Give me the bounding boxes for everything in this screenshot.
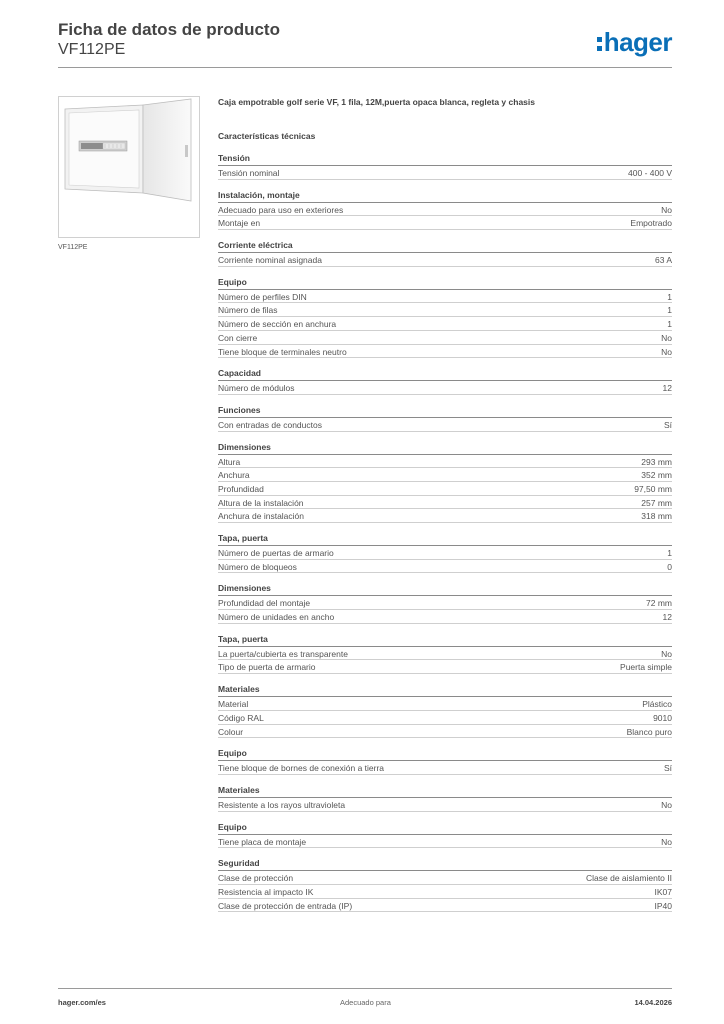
section-title: Equipo (218, 276, 672, 290)
spec-value: Plástico (642, 699, 672, 710)
spec-row (218, 761, 672, 775)
spec-section (218, 276, 672, 358)
spec-row (218, 303, 672, 317)
spec-row (218, 835, 672, 849)
spec-value: 63 A (654, 255, 672, 266)
spec-label: Tipo de puerta de armario (218, 662, 316, 673)
spec-row (218, 482, 672, 496)
spec-row (218, 203, 672, 217)
enclosure-illustration (59, 97, 199, 237)
spec-label: Número de sección en anchura (218, 319, 337, 330)
section-title: Tensión (218, 152, 672, 166)
spec-row (218, 166, 672, 180)
spec-row (218, 290, 672, 304)
spec-label: Tiene bloque de terminales neutro (218, 346, 347, 357)
spec-row (218, 711, 672, 725)
page-title: Ficha de datos de producto (58, 20, 280, 39)
image-caption: VF112PE (58, 244, 88, 251)
spec-value: Sí (663, 763, 672, 774)
spec-label: Tiene placa de montaje (218, 836, 307, 847)
spec-row (218, 216, 672, 230)
section-title: Instalación, montaje (218, 189, 672, 203)
spec-value: No (661, 346, 672, 357)
spec-row (218, 331, 672, 345)
spec-section (218, 367, 672, 395)
spec-label: Clase de protección de entrada (IP) (218, 900, 353, 911)
spec-value: 12 (662, 612, 672, 623)
section-title: Funciones (218, 404, 672, 418)
spec-value: No (661, 799, 672, 810)
spec-row (218, 496, 672, 510)
spec-value: 352 mm (641, 470, 672, 481)
spec-row (218, 610, 672, 624)
spec-row (218, 871, 672, 885)
spec-section (218, 683, 672, 738)
spec-section (218, 239, 672, 267)
spec-value: 72 mm (646, 598, 672, 609)
logo-colon-mark (597, 31, 603, 53)
spec-row (218, 697, 672, 711)
spec-row (218, 647, 672, 661)
spec-label: Tensión nominal (218, 168, 280, 178)
spec-value: No (661, 204, 672, 215)
spec-row (218, 253, 672, 267)
section-title: Materiales (218, 784, 672, 798)
spec-value: 0 (667, 561, 672, 572)
footer-date: 14.04.2026 (634, 998, 672, 1007)
footer-website[interactable]: hager.com/es (58, 998, 106, 1007)
spec-value: 9010 (653, 712, 672, 723)
spec-label: Altura (218, 456, 241, 467)
spec-row (218, 596, 672, 610)
spec-label: Tiene bloque de bornes de conexión a tierra (218, 763, 385, 774)
spec-value: 318 mm (641, 511, 672, 522)
section-title: Materiales (218, 683, 672, 697)
spec-row (218, 546, 672, 560)
spec-section (218, 152, 672, 180)
logo-text: hager (603, 27, 672, 57)
section-title: Tapa, puerta (218, 532, 672, 546)
spec-label: Colour (218, 726, 244, 737)
spec-row (218, 418, 672, 432)
spec-label: Número de perfiles DIN (218, 291, 307, 302)
product-description: Caja empotrable golf serie VF, 1 fila, 12M,puerta opaca blanca, regleta y chasis (218, 97, 535, 107)
spec-label: Número de bloqueos (218, 561, 297, 572)
spec-row (218, 381, 672, 395)
spec-section (218, 441, 672, 523)
spec-label: La puerta/cubierta es transparente (218, 648, 348, 659)
section-title: Dimensiones (218, 441, 672, 455)
product-code: VF112PE (58, 41, 126, 58)
spec-row (218, 468, 672, 482)
spec-value: 1 (667, 291, 672, 302)
spec-value: 1 (667, 305, 672, 316)
spec-row (218, 660, 672, 674)
section-title: Tapa, puerta (218, 633, 672, 647)
tech-characteristics-title: Características técnicas (218, 131, 316, 141)
section-title: Dimensiones (218, 582, 672, 596)
spec-row (218, 509, 672, 523)
spec-section (218, 532, 672, 573)
spec-label: Código RAL (218, 712, 264, 723)
spec-value: Sí (663, 419, 672, 430)
spec-value: 1 (667, 548, 672, 558)
header-divider (58, 67, 672, 68)
spec-label: Número de puertas de armario (218, 548, 334, 558)
spec-section (218, 404, 672, 432)
footer-divider (58, 988, 672, 989)
spec-label: Montaje en (218, 218, 261, 229)
section-title: Capacidad (218, 367, 672, 381)
section-title: Corriente eléctrica (218, 239, 672, 253)
spec-label: Altura de la instalación (218, 497, 304, 508)
spec-label: Clase de protección (218, 873, 294, 884)
spec-section (218, 582, 672, 623)
spec-label: Adecuado para uso en exteriores (218, 204, 344, 215)
spec-value: 1 (667, 319, 672, 330)
spec-label: Material (218, 699, 249, 710)
spec-row (218, 798, 672, 812)
spec-label: Anchura (218, 470, 250, 481)
spec-section (218, 821, 672, 849)
spec-sections (218, 152, 672, 912)
spec-row (218, 455, 672, 469)
spec-value: Puerta simple (620, 662, 672, 673)
spec-label: Profundidad del montaje (218, 598, 311, 609)
spec-row (218, 317, 672, 331)
spec-value: No (661, 332, 672, 343)
spec-value: Empotrado (630, 218, 672, 229)
spec-value: 257 mm (641, 497, 672, 508)
spec-value: 293 mm (641, 456, 672, 467)
product-details (218, 96, 672, 921)
spec-section (218, 633, 672, 674)
spec-row (218, 560, 672, 574)
spec-label: Con cierre (218, 332, 258, 343)
spec-value: IP40 (654, 900, 672, 911)
spec-value: No (661, 648, 672, 659)
page-header (58, 20, 672, 59)
spec-label: Corriente nominal asignada (218, 255, 322, 266)
spec-row (218, 725, 672, 739)
spec-section (218, 784, 672, 812)
product-image (58, 96, 200, 238)
spec-value: IK07 (654, 886, 672, 897)
spec-label: Resistente a los rayos ultravioleta (218, 799, 346, 810)
spec-row (218, 899, 672, 913)
spec-value: Clase de aislamiento II (586, 873, 672, 884)
spec-section (218, 857, 672, 912)
section-title: Seguridad (218, 857, 672, 871)
spec-value: 97,50 mm (634, 483, 672, 494)
spec-value: Blanco puro (626, 726, 672, 737)
spec-value: No (661, 836, 672, 847)
hager-logo[interactable] (597, 27, 672, 58)
spec-value: 400 - 400 V (628, 168, 672, 178)
spec-value: 12 (662, 383, 672, 394)
section-title: Equipo (218, 821, 672, 835)
spec-row (218, 345, 672, 359)
spec-section (218, 189, 672, 230)
spec-label: Profundidad (218, 483, 264, 494)
spec-label: Número de módulos (218, 383, 295, 394)
section-title: Equipo (218, 747, 672, 761)
spec-label: Resistencia al impacto IK (218, 886, 314, 897)
spec-section (218, 747, 672, 775)
spec-label: Anchura de instalación (218, 511, 305, 522)
footer-note: Adecuado para (340, 998, 391, 1007)
spec-row (218, 885, 672, 899)
spec-label: Número de filas (218, 305, 278, 316)
spec-label: Con entradas de conductos (218, 419, 322, 430)
spec-label: Número de unidades en ancho (218, 612, 335, 623)
